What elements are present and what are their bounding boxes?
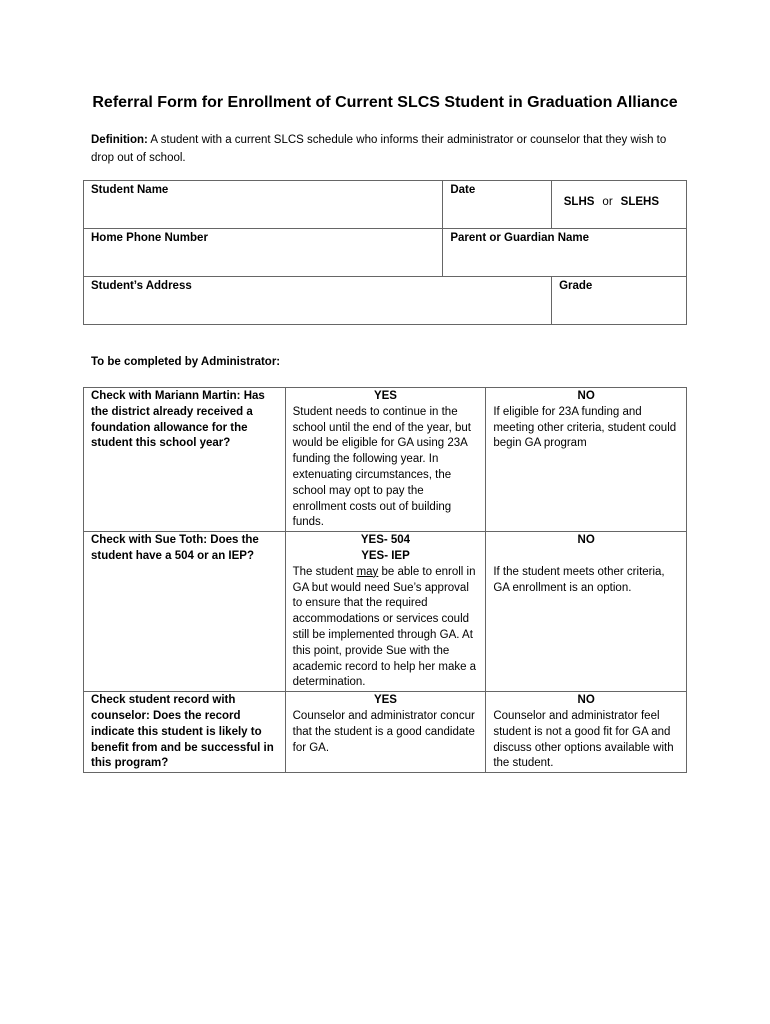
- student-info-table: [83, 180, 687, 325]
- or-text: or: [602, 196, 613, 208]
- no-header: NO: [577, 534, 595, 547]
- date-field[interactable]: Date: [443, 181, 552, 229]
- no-cell[interactable]: [486, 388, 687, 532]
- page-title: Referral Form for Enrollment of Current SLCS Student in Graduation Alliance: [92, 94, 678, 111]
- definition-text: A student with a current SLCS schedule who informs their administrator or counselor that they wish to drop out of school.: [91, 134, 667, 164]
- check-question: Check with Mariann Martin: Has the district already received a foundation allowance for the student this school year?: [84, 388, 286, 532]
- home-phone-field[interactable]: Home Phone Number: [84, 229, 443, 277]
- yes-header: YES: [373, 390, 397, 402]
- student-name-field[interactable]: Student Name: [84, 181, 443, 229]
- definition-label: Definition:: [91, 134, 148, 146]
- yes-cell[interactable]: [285, 388, 486, 532]
- slehs-option[interactable]: SLEHS: [620, 196, 659, 208]
- yes-cell[interactable]: YES- 504 YES- IEP The student may be able to enroll in GA but would need Sue’s approval to ensure that the required accommodations or services could still be implemented through GA. At this point, provide Sue with the academic record to help her make a determination.: [285, 532, 486, 692]
- admin-checks-table: [83, 387, 687, 773]
- no-header: NO: [577, 694, 595, 707]
- table-row: [84, 532, 687, 692]
- check-question: Check student record with counselor: Does the record indicate this student is likely to benefit from and be successful in this program?: [84, 692, 286, 773]
- definition: [91, 131, 691, 167]
- no-cell[interactable]: [486, 692, 687, 773]
- grade-field[interactable]: Grade: [552, 277, 687, 325]
- table-row: [84, 692, 687, 773]
- parent-guardian-field[interactable]: Parent or Guardian Name: [443, 229, 687, 277]
- yes-cell[interactable]: [285, 692, 486, 773]
- may-emphasis: may: [356, 565, 379, 578]
- yes-text: Counselor and administrator concur that the student is a good candidate for GA.: [292, 709, 475, 754]
- check-question: Check with Sue Toth: Does the student have a 504 or an IEP?: [84, 532, 286, 692]
- school-choice[interactable]: [552, 181, 687, 229]
- table-row: [84, 388, 687, 532]
- no-text: If eligible for 23A funding and meeting other criteria, student could begin GA program: [493, 405, 677, 450]
- yes-iep-header: YES- IEP: [361, 549, 410, 562]
- slhs-option[interactable]: SLHS: [563, 196, 595, 208]
- no-cell[interactable]: [486, 532, 687, 692]
- no-text: If the student meets other criteria, GA enrollment is an option.: [493, 565, 665, 594]
- yes-text: Student needs to continue in the school until the end of the year, but would be eligible for GA using 23A funding the following year. In extenuating circumstances, the school may opt to pay the enrollment costs out of building funds.: [292, 405, 471, 529]
- yes-504-header: YES- 504: [360, 534, 411, 547]
- student-address-field[interactable]: Student’s Address: [84, 277, 552, 325]
- admin-section-label: To be completed by Administrator:: [91, 356, 281, 368]
- no-text: Counselor and administrator feel student is not a good fit for GA and discuss other options available with the student.: [493, 709, 674, 770]
- no-header: NO: [577, 390, 595, 402]
- yes-header: YES: [373, 694, 397, 707]
